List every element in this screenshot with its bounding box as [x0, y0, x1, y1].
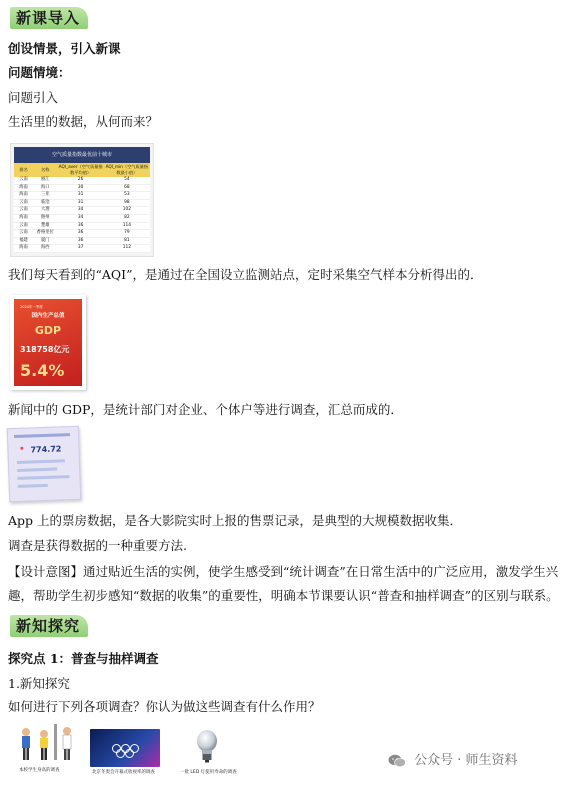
- olympic-ring: [125, 749, 134, 758]
- aqi-col-header: 名称: [41, 166, 50, 172]
- aqi-table-cell: 三亚: [40, 192, 50, 198]
- point-heading: 探究点 1：普查与抽样调查: [8, 651, 159, 666]
- aqi-table-cell: 53: [124, 192, 130, 198]
- box-office-app-image: [7, 426, 82, 502]
- aqi-table-cell: 36: [77, 230, 84, 236]
- intro-subtitle: 问题引入: [8, 90, 59, 105]
- aqi-table-cell: 112: [122, 245, 131, 251]
- aqi-table-cell: 大理: [40, 207, 50, 213]
- aqi-table-cell: 楚雄: [40, 222, 50, 228]
- gdp-period: 2024年一季度: [20, 305, 43, 309]
- app-sentence: App 上的票房数据，是各大影院实时上报的售票记录，是典型的大规模数据收集．: [8, 513, 463, 528]
- aqi-table-row: [14, 215, 150, 223]
- survey-sentence: 调查是获得数据的一种重要方法.: [8, 538, 187, 553]
- olympic-ring: [116, 749, 125, 758]
- aqi-table-cell: 98: [124, 199, 130, 205]
- olympics-caption: 北京冬奥会开幕式收视率的调查: [92, 770, 155, 775]
- aqi-table-cell: 海西: [40, 245, 50, 251]
- height-survey-illustration: [14, 722, 80, 774]
- aqi-table-row: [14, 207, 150, 215]
- aqi-col-header: AQI_min（空气质量指数最小值）: [105, 163, 149, 175]
- gdp-card-background: [14, 299, 82, 386]
- aqi-table-cell: 临沧: [40, 199, 50, 205]
- aqi-table-title: 空气质量指数最优前十城市: [14, 147, 150, 163]
- aqi-table-cell: 37: [77, 245, 84, 251]
- aqi-table-cell: 海南: [19, 214, 28, 220]
- wechat-icon: [388, 754, 406, 768]
- aqi-table-cell: 云南: [19, 230, 28, 236]
- aqi-table-cell: 34: [77, 214, 84, 220]
- aqi-table-body: [11, 177, 153, 253]
- aqi-table-cell: 82: [124, 214, 130, 220]
- design-intent: 【设计意图】通过贴近生活的实例，使学生感受到“统计调查”在日常生活中的广泛应用，激发学生兴趣，帮助学生初步感知“数据的收集”的重要性，明确本节课要认识“普查和抽样调查”的区别与联系。: [8, 564, 559, 603]
- gdp-title: 国内生产总值: [31, 313, 65, 319]
- intro-heading: 创设情景，引入新课: [8, 41, 121, 56]
- aqi-table-cell: 丽江: [40, 177, 50, 182]
- app-bar: [18, 484, 48, 488]
- led-bulb-illustration: [192, 728, 222, 766]
- aqi-table-cell: 30: [77, 184, 84, 190]
- aqi-table-cell: 厦门: [40, 237, 50, 243]
- aqi-table-cell: 海南: [19, 192, 28, 198]
- gdp-value: 318758亿元: [20, 345, 70, 354]
- problem-label: 问题情境：: [8, 65, 71, 80]
- aqi-table-cell: 34: [77, 207, 84, 213]
- aqi-table-image: [10, 143, 154, 257]
- aqi-table-cell: 54: [124, 177, 130, 182]
- banner-intro-label: 新课导入: [16, 9, 81, 27]
- aqi-table-cell: 云南: [19, 177, 28, 182]
- aqi-table-cell: 36: [77, 222, 84, 228]
- aqi-table-cell: 福建: [19, 237, 28, 243]
- box-office-number: 774.72: [30, 444, 62, 455]
- aqi-table-cell: 儋州: [40, 214, 50, 220]
- aqi-table-cell: 26: [77, 177, 84, 182]
- aqi-table-cell: 云南: [19, 207, 28, 213]
- gdp-news-image: [10, 295, 86, 390]
- aqi-table-cell: 31: [77, 192, 84, 198]
- aqi-table-cell: 海南: [19, 245, 28, 251]
- led-caption: 一批 LED 灯使用寿命的调查: [180, 770, 237, 775]
- aqi-table-cell: 114: [122, 222, 131, 228]
- aqi-table-cell: 云南: [19, 222, 28, 228]
- app-dot: [20, 447, 23, 450]
- aqi-sentence: 我们每天看到的“AQI”，是通过在全国设立监测站点，定时采集空气样本分析得出的．: [8, 267, 483, 282]
- aqi-table-row: [14, 245, 150, 253]
- aqi-table-cell: 云南: [19, 199, 28, 205]
- students-icon: [14, 722, 80, 762]
- aqi-table-cell: 海南: [19, 184, 28, 190]
- aqi-table-header: [14, 163, 150, 177]
- aqi-table-row: [14, 230, 150, 238]
- gdp-growth: 5.4%: [20, 361, 65, 380]
- section-banner-intro: [10, 7, 88, 29]
- gdp-label: GDP: [34, 324, 62, 337]
- gdp-sentence: 新闻中的 GDP，是统计部门对企业、个体户等进行调查，汇总而成的．: [8, 402, 403, 417]
- aqi-col-header: 排名: [19, 166, 28, 172]
- watermark: [388, 752, 558, 772]
- app-bar: [17, 468, 57, 472]
- aqi-table-cell: 68: [124, 184, 130, 190]
- aqi-table-cell: 81: [124, 237, 130, 243]
- app-bar: [14, 433, 70, 438]
- aqi-col-header: AQI_aver（空气质量指数平均值）: [58, 163, 103, 175]
- banner-explore-label: 新知探究: [16, 617, 81, 635]
- watermark-text: 公众号 · 师生资料: [414, 753, 518, 768]
- aqi-table-cell: 79: [124, 230, 130, 236]
- aqi-table-cell: 36: [77, 237, 84, 243]
- aqi-table-cell: 香格里拉: [36, 230, 54, 236]
- light-bulb-icon: [192, 728, 222, 764]
- explore-question: 如何进行下列各项调查？你认为做这些调查有什么作用？: [8, 699, 321, 714]
- explore-subheading: 1.新知探究: [8, 676, 70, 691]
- aqi-table-cell: 海口: [40, 184, 50, 190]
- aqi-table-row: [14, 192, 150, 200]
- intro-question: 生活里的数据，从何而来？: [8, 114, 159, 129]
- height-survey-caption: 本校学生身高的调查: [19, 768, 60, 774]
- aqi-table-cell: 31: [77, 199, 84, 205]
- section-banner-explore: [10, 615, 88, 637]
- app-bar: [17, 459, 65, 464]
- aqi-table-cell: 102: [122, 207, 131, 213]
- aqi-table-row: [14, 177, 150, 185]
- olympics-broadcast-illustration: [90, 729, 160, 767]
- app-bar: [17, 475, 69, 480]
